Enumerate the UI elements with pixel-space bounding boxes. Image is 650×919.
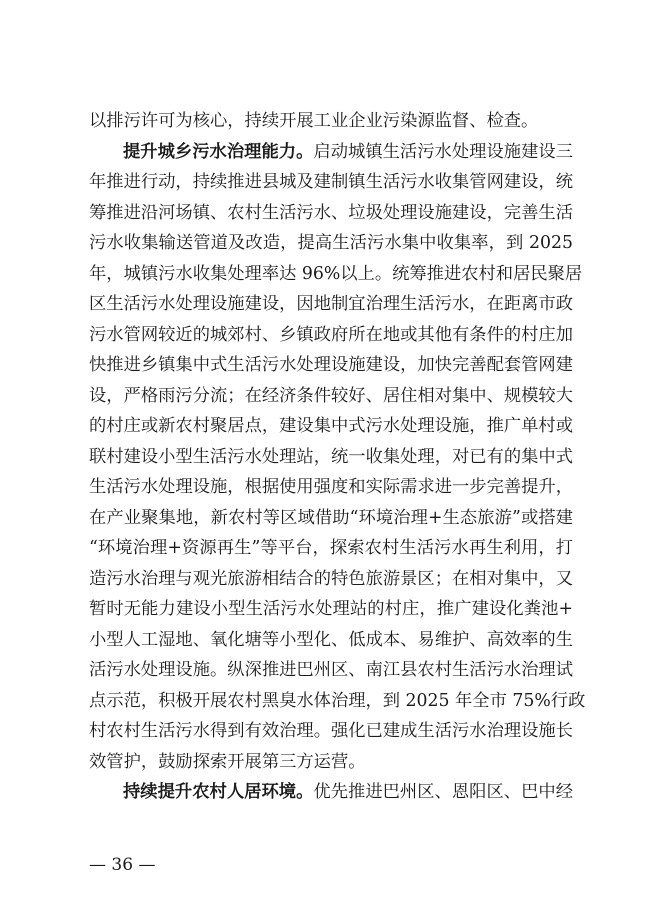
body-line: 年，城镇污水收集处理率达 96%以上。统筹推进农村和居民聚居 [89, 263, 583, 284]
body-text: 优先推进巴州区、恩阳区、巴中经 [313, 782, 573, 802]
body-line: 年推进行动，持续推进县城及建制镇生活污水收集管网建设，统 [89, 172, 573, 192]
body-line: 污水收集输送管道及改造，提高生活污水集中收集率，到 2025 [89, 233, 573, 253]
body-line: 联村建设小型生活污水处理站，统一收集处理，对已有的集中式 [89, 446, 573, 467]
body-line: 设，严格雨污分流；在经济条件较好、居住相对集中、规模较大 [89, 385, 573, 406]
paragraph-first-line [89, 137, 573, 168]
section-heading: 提升城乡污水治理能力。 [123, 141, 314, 162]
body-line: 小型人工湿地、氧化塘等小型化、低成本、易维护、高效率的生 [89, 629, 573, 650]
body-line: 造污水治理与观光旅游相结合的特色旅游景区；在相对集中，又 [89, 568, 573, 589]
body-line: “环境治理+资源再生”等平台，探索农村生活污水再生利用，打 [89, 538, 573, 558]
paragraph-first-line [89, 777, 573, 808]
body-line: 以排污许可为核心，持续开展工业企业污染源监督、检查。 [89, 111, 539, 131]
document-body [89, 106, 586, 808]
page-number: — 36 — [89, 855, 156, 875]
body-line: 的村庄或新农村聚居点，建设集中式污水处理设施，推广单村或 [89, 416, 573, 436]
body-text: 启动城镇生活污水处理设施建设三 [313, 141, 573, 162]
body-line: 快推进乡镇集中式生活污水处理设施建设，加快完善配套管网建 [89, 355, 573, 375]
body-line: 暂时无能力建设小型生活污水处理站的村庄，推广建设化粪池+ [89, 599, 573, 619]
body-line: 村农村生活污水得到有效治理。强化已建成生活污水治理设施长 [89, 721, 573, 741]
body-line: 效管护，鼓励探索开展第三方运营。 [89, 751, 366, 772]
body-line: 区生活污水处理设施建设，因地制宜治理生活污水，在距离市政 [89, 294, 573, 314]
body-line: 在产业聚集地，新农村等区域借助“环境治理+生态旅游”或搭建 [89, 507, 573, 528]
body-line: 生活污水处理设施，根据使用强度和实际需求进一步完善提升， [89, 477, 573, 497]
section-heading: 持续提升农村人居环境。 [123, 782, 314, 802]
body-line: 点示范，积极开展农村黑臭水体治理，到 2025 年全市 75%行政 [89, 690, 586, 711]
body-line: 活污水处理设施。纵深推进巴州区、南江县农村生活污水治理试 [89, 660, 573, 680]
body-line: 筹推进沿河场镇、农村生活污水、垃圾处理设施建设，完善生活 [89, 202, 573, 223]
body-line: 污水管网较近的城郊村、乡镇政府所在地或其他有条件的村庄加 [89, 324, 573, 345]
